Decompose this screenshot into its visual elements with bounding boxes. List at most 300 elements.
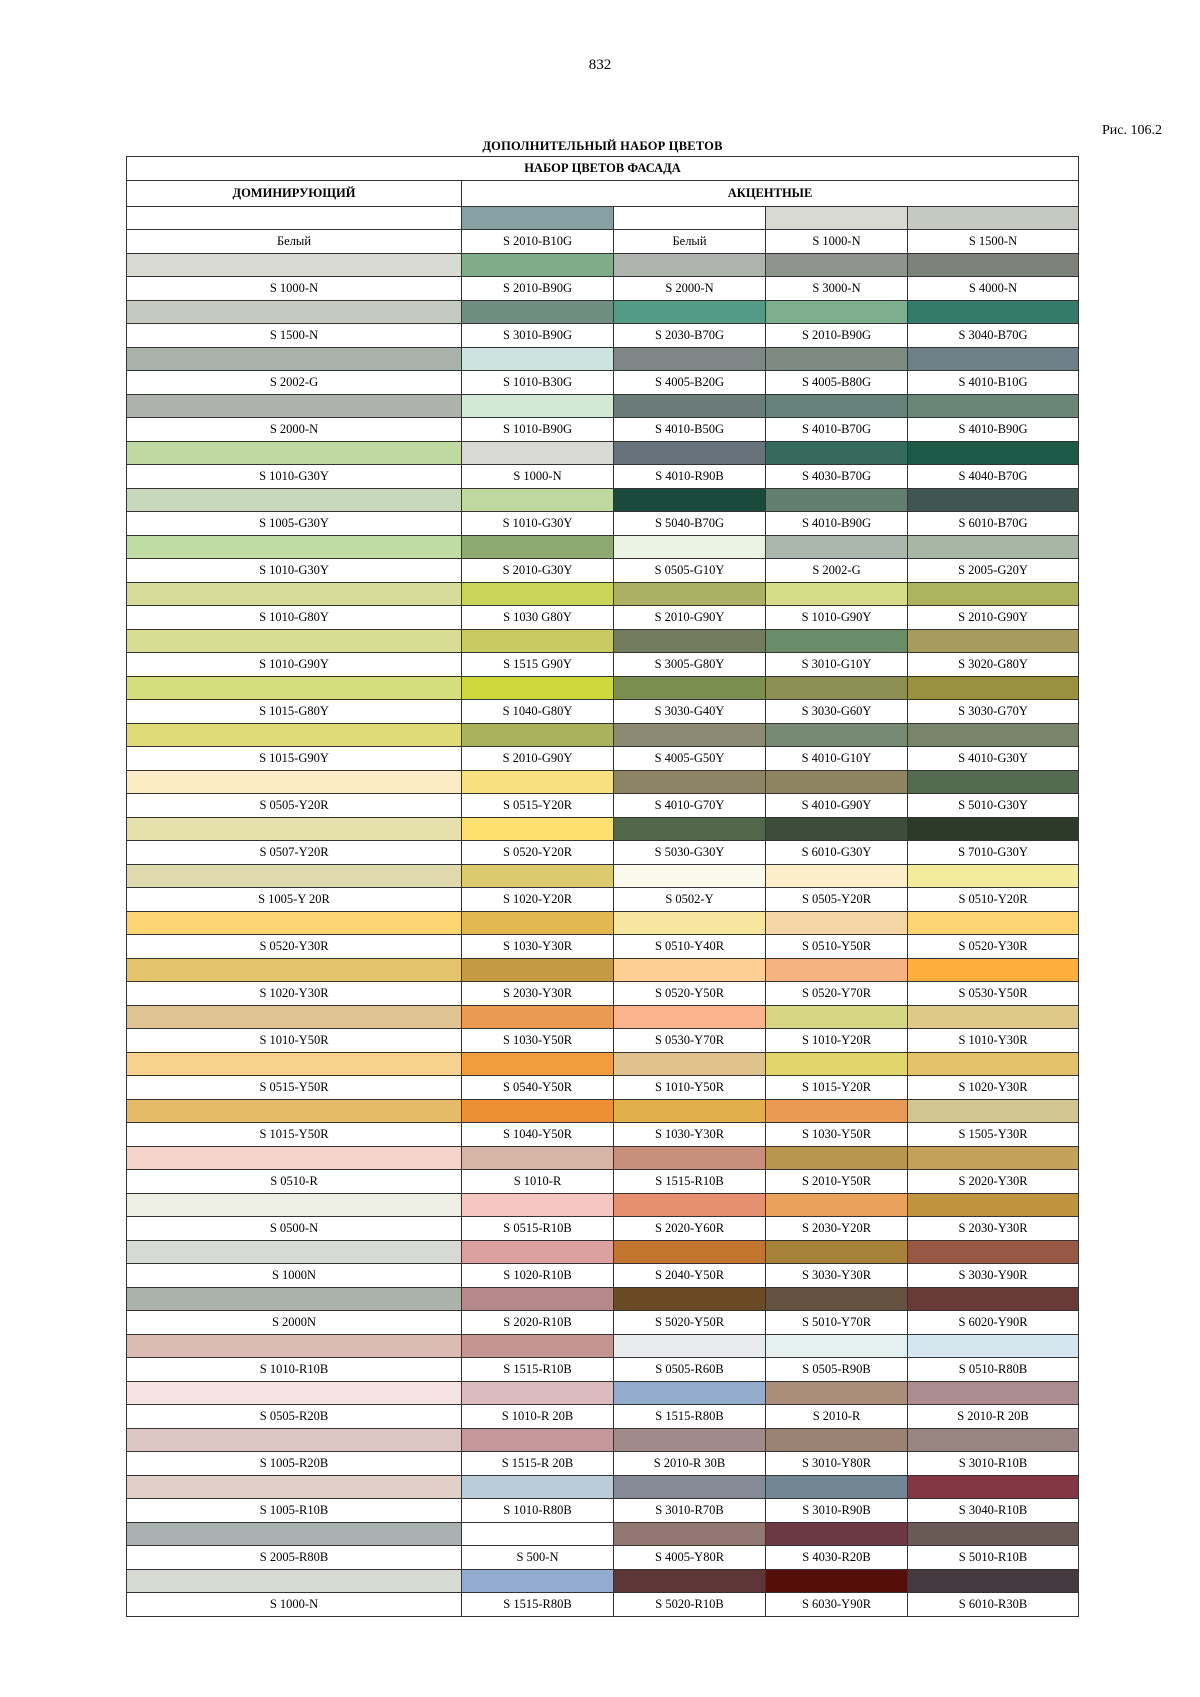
accent-color-code: S 0520-Y50R (614, 982, 766, 1006)
accent-color-code: S 4010-G90Y (766, 794, 908, 818)
dominant-color-swatch (127, 1570, 462, 1593)
accent-color-code: S 1010-B30G (462, 371, 614, 395)
accent-color-swatch (462, 395, 614, 418)
dominant-color-code: S 1500-N (127, 324, 462, 348)
accent-color-code: S 4010-B50G (614, 418, 766, 442)
label-row (127, 418, 1079, 442)
accent-color-code: S 2010-R 30B (614, 1452, 766, 1476)
swatch-row (127, 254, 1079, 277)
figure-label: Рис. 106.2 (1102, 123, 1162, 138)
accent-color-code: Белый (614, 230, 766, 254)
accent-color-code: S 1030-Y30R (462, 935, 614, 959)
accent-color-swatch (462, 1288, 614, 1311)
dominant-color-swatch (127, 536, 462, 559)
accent-color-swatch (462, 1147, 614, 1170)
dominant-color-code: S 1010-G90Y (127, 653, 462, 677)
accent-color-code: S 1505-Y30R (908, 1123, 1079, 1147)
accent-color-swatch (766, 301, 908, 324)
accent-color-swatch (908, 1335, 1079, 1358)
dominant-color-code: S 1000-N (127, 277, 462, 301)
dominant-color-code: S 1005-R20B (127, 1452, 462, 1476)
accent-color-code: S 2000-N (614, 277, 766, 301)
label-row (127, 841, 1079, 865)
swatch-row (127, 1570, 1079, 1593)
accent-color-code: S 2010-G90Y (614, 606, 766, 630)
accent-color-swatch (766, 818, 908, 841)
accent-color-swatch (908, 771, 1079, 794)
dominant-color-swatch (127, 912, 462, 935)
accent-color-code: S 1515 G90Y (462, 653, 614, 677)
accent-color-code: S 2002-G (766, 559, 908, 583)
accent-color-code: S 3010-R70B (614, 1499, 766, 1523)
dominant-color-code: S 1005-Y 20R (127, 888, 462, 912)
label-row (127, 465, 1079, 489)
accent-color-code: S 4005-B80G (766, 371, 908, 395)
accent-color-code: S 1000-N (462, 465, 614, 489)
label-row (127, 1358, 1079, 1382)
accent-color-code: S 1020-Y30R (908, 1076, 1079, 1100)
accent-color-swatch (766, 254, 908, 277)
dominant-color-code: Белый (127, 230, 462, 254)
accent-color-swatch (462, 1476, 614, 1499)
accent-color-code: S 2030-B70G (614, 324, 766, 348)
accent-color-swatch (908, 583, 1079, 606)
dominant-color-swatch (127, 1194, 462, 1217)
dominant-color-code: S 1020-Y30R (127, 982, 462, 1006)
label-row (127, 1029, 1079, 1053)
accent-color-code: S 2010-B90G (462, 277, 614, 301)
dominant-color-swatch (127, 1382, 462, 1405)
label-row (127, 1405, 1079, 1429)
accent-color-code: S 5010-R10B (908, 1546, 1079, 1570)
accent-color-code: S 4005-B20G (614, 371, 766, 395)
accent-color-swatch (766, 724, 908, 747)
accent-color-code: S 5030-G30Y (614, 841, 766, 865)
swatch-row (127, 1523, 1079, 1546)
accent-color-swatch (908, 1523, 1079, 1546)
accent-color-swatch (614, 1570, 766, 1593)
swatch-row (127, 677, 1079, 700)
accent-color-swatch (614, 677, 766, 700)
accent-color-code: S 4030-B70G (766, 465, 908, 489)
accent-color-code: S 0520-Y30R (908, 935, 1079, 959)
accent-color-swatch (462, 489, 614, 512)
accent-color-swatch (462, 583, 614, 606)
accent-color-code: S 6030-Y90R (766, 1593, 908, 1617)
accent-color-code: S 0515-Y20R (462, 794, 614, 818)
accent-color-code: S 0530-Y70R (614, 1029, 766, 1053)
accent-color-swatch (908, 1241, 1079, 1264)
swatch-row (127, 771, 1079, 794)
accent-color-swatch (462, 442, 614, 465)
accent-color-swatch (766, 959, 908, 982)
dominant-color-code: S 1010-G30Y (127, 559, 462, 583)
accent-color-swatch (614, 1335, 766, 1358)
swatch-row (127, 1100, 1079, 1123)
accent-color-swatch (766, 1288, 908, 1311)
dominant-color-code: S 0505-Y20R (127, 794, 462, 818)
accent-color-code: S 1515-R10B (614, 1170, 766, 1194)
accent-color-code: S 3010-R90B (766, 1499, 908, 1523)
accent-color-swatch (614, 348, 766, 371)
accent-color-swatch (908, 912, 1079, 935)
accent-color-code: S 2020-Y60R (614, 1217, 766, 1241)
dominant-color-swatch (127, 489, 462, 512)
accent-color-swatch (908, 1194, 1079, 1217)
dominant-color-code: S 1015-G90Y (127, 747, 462, 771)
swatch-row (127, 959, 1079, 982)
accent-color-swatch (908, 818, 1079, 841)
accent-color-code: S 3010-B90G (462, 324, 614, 348)
accent-color-code: S 4010-B70G (766, 418, 908, 442)
accent-color-code: S 1515-R80B (614, 1405, 766, 1429)
accent-color-swatch (614, 1147, 766, 1170)
accent-color-swatch (614, 1288, 766, 1311)
accent-color-code: S 5040-B70G (614, 512, 766, 536)
accent-color-code: S 2010-G90Y (908, 606, 1079, 630)
accent-color-swatch (462, 912, 614, 935)
dominant-color-swatch (127, 630, 462, 653)
accent-color-swatch (766, 1476, 908, 1499)
dominant-color-code: S 0505-R20B (127, 1405, 462, 1429)
accent-color-swatch (462, 1194, 614, 1217)
accent-color-swatch (614, 207, 766, 230)
label-row (127, 1264, 1079, 1288)
accent-color-code: S 0505-R60B (614, 1358, 766, 1382)
accent-color-swatch (462, 1335, 614, 1358)
accent-color-code: S 2020-Y30R (908, 1170, 1079, 1194)
accent-color-swatch (908, 865, 1079, 888)
dominant-color-swatch (127, 1147, 462, 1170)
accent-color-code: S 4010-G70Y (614, 794, 766, 818)
dominant-color-code: S 2000N (127, 1311, 462, 1335)
accent-color-code: S 3005-G80Y (614, 653, 766, 677)
accent-color-swatch (908, 536, 1079, 559)
accent-color-swatch (614, 1382, 766, 1405)
swatch-row (127, 489, 1079, 512)
accent-color-swatch (462, 536, 614, 559)
accent-color-swatch (766, 1382, 908, 1405)
dominant-color-code: S 0515-Y50R (127, 1076, 462, 1100)
accent-color-swatch (462, 207, 614, 230)
label-row (127, 324, 1079, 348)
accent-color-swatch (614, 771, 766, 794)
dominant-color-swatch (127, 254, 462, 277)
label-row (127, 982, 1079, 1006)
dominant-color-code: S 2005-R80B (127, 1546, 462, 1570)
accent-color-swatch (908, 1382, 1079, 1405)
dominant-color-swatch (127, 442, 462, 465)
dominant-color-swatch (127, 677, 462, 700)
accent-color-code: S 1030-Y50R (766, 1123, 908, 1147)
accent-color-swatch (766, 1194, 908, 1217)
label-row (127, 606, 1079, 630)
accent-color-code: S 1000-N (766, 230, 908, 254)
accent-color-swatch (462, 1382, 614, 1405)
accent-color-swatch (766, 1053, 908, 1076)
dominant-color-code: S 1005-G30Y (127, 512, 462, 536)
accent-color-code: S 1030 G80Y (462, 606, 614, 630)
accent-color-code: S 1020-R10B (462, 1264, 614, 1288)
dominant-color-swatch (127, 395, 462, 418)
swatch-row (127, 1006, 1079, 1029)
dominant-color-code: S 0520-Y30R (127, 935, 462, 959)
accent-color-code: S 1515-R80B (462, 1593, 614, 1617)
dominant-color-swatch (127, 1006, 462, 1029)
label-row (127, 1499, 1079, 1523)
dominant-color-code: S 2002-G (127, 371, 462, 395)
accent-color-code: S 3030-G60Y (766, 700, 908, 724)
swatch-row (127, 1429, 1079, 1452)
accent-color-code: S 3030-Y90R (908, 1264, 1079, 1288)
label-row (127, 371, 1079, 395)
swatch-row (127, 912, 1079, 935)
accent-color-code: S 4010-G10Y (766, 747, 908, 771)
swatch-row (127, 630, 1079, 653)
accent-color-swatch (908, 1288, 1079, 1311)
accent-color-code: S 2010-B10G (462, 230, 614, 254)
accent-color-swatch (766, 536, 908, 559)
accent-color-code: S 0505-Y20R (766, 888, 908, 912)
swatch-row (127, 865, 1079, 888)
swatch-row (127, 1288, 1079, 1311)
dominant-color-code: S 0507-Y20R (127, 841, 462, 865)
accent-color-swatch (766, 1523, 908, 1546)
swatch-row (127, 395, 1079, 418)
accent-color-code: S 1010-G90Y (766, 606, 908, 630)
accent-color-swatch (766, 348, 908, 371)
dominant-color-swatch (127, 818, 462, 841)
dominant-color-swatch (127, 959, 462, 982)
accent-color-swatch (462, 865, 614, 888)
accent-color-code: S 2030-Y30R (462, 982, 614, 1006)
accent-color-swatch (766, 1241, 908, 1264)
accent-color-swatch (614, 395, 766, 418)
accent-color-code: S 0510-Y20R (908, 888, 1079, 912)
accent-color-code: S 6020-Y90R (908, 1311, 1079, 1335)
accent-color-swatch (908, 1053, 1079, 1076)
accent-color-swatch (462, 1241, 614, 1264)
accent-color-swatch (462, 1006, 614, 1029)
label-row (127, 700, 1079, 724)
label-row (127, 1123, 1079, 1147)
accent-color-code: S 0505-G10Y (614, 559, 766, 583)
dominant-color-swatch (127, 1335, 462, 1358)
accent-color-code: S 1030-Y50R (462, 1029, 614, 1053)
accent-color-swatch (766, 489, 908, 512)
accent-color-code: S 0510-Y40R (614, 935, 766, 959)
label-row (127, 1593, 1079, 1617)
accent-color-code: S 0515-R10B (462, 1217, 614, 1241)
accent-color-code: S 3010-G10Y (766, 653, 908, 677)
accent-color-swatch (462, 1100, 614, 1123)
accent-color-swatch (614, 583, 766, 606)
label-row (127, 1546, 1079, 1570)
dominant-color-code: S 1010-G80Y (127, 606, 462, 630)
dominant-color-code: S 0510-R (127, 1170, 462, 1194)
accent-color-swatch (908, 207, 1079, 230)
accent-color-code: S 1010-Y50R (614, 1076, 766, 1100)
accent-color-code: S 2030-Y20R (766, 1217, 908, 1241)
label-row (127, 1217, 1079, 1241)
accent-color-code: S 1010-Y30R (908, 1029, 1079, 1053)
accent-color-code: S 2010-Y50R (766, 1170, 908, 1194)
accent-color-swatch (908, 724, 1079, 747)
accent-color-swatch (766, 630, 908, 653)
accent-color-swatch (462, 1429, 614, 1452)
accent-color-code: S 500-N (462, 1546, 614, 1570)
dominant-color-swatch (127, 1241, 462, 1264)
dominant-color-code: S 1000N (127, 1264, 462, 1288)
accent-color-code: S 2005-G20Y (908, 559, 1079, 583)
accent-color-code: S 6010-R30B (908, 1593, 1079, 1617)
table-header-row (127, 181, 1079, 207)
accent-color-swatch (462, 959, 614, 982)
accent-color-code: S 4005-G50Y (614, 747, 766, 771)
dominant-color-swatch (127, 1476, 462, 1499)
dominant-color-swatch (127, 1523, 462, 1546)
accent-color-code: S 3030-G70Y (908, 700, 1079, 724)
accent-color-swatch (766, 1100, 908, 1123)
accent-color-code: S 1015-Y20R (766, 1076, 908, 1100)
swatch-row (127, 1476, 1079, 1499)
accent-color-swatch (766, 1570, 908, 1593)
accent-color-code: S 2030-Y30R (908, 1217, 1079, 1241)
accent-color-code: S 3030-G40Y (614, 700, 766, 724)
accent-color-code: S 3040-R10B (908, 1499, 1079, 1523)
accent-color-code: S 2010-R (766, 1405, 908, 1429)
accent-color-code: S 4010-G30Y (908, 747, 1079, 771)
swatch-row (127, 1147, 1079, 1170)
document-title: ДОПОЛНИТЕЛЬНЫЙ НАБОР ЦВЕТОВ (482, 139, 723, 153)
dominant-color-swatch (127, 771, 462, 794)
dominant-color-code: S 1010-G30Y (127, 465, 462, 489)
dominant-color-code: S 1015-G80Y (127, 700, 462, 724)
label-row (127, 794, 1079, 818)
accent-color-code: S 1010-B90G (462, 418, 614, 442)
accent-color-swatch (614, 1523, 766, 1546)
dominant-color-swatch (127, 1100, 462, 1123)
accent-color-code: S 4030-R20B (766, 1546, 908, 1570)
accent-color-swatch (766, 912, 908, 935)
accent-color-swatch (908, 301, 1079, 324)
accent-color-swatch (462, 677, 614, 700)
accent-color-swatch (462, 818, 614, 841)
accent-color-code: S 1515-R 20B (462, 1452, 614, 1476)
table-subtitle: НАБОР ЦВЕТОВ ФАСАДА (127, 157, 1079, 181)
dominant-header: ДОМИНИРУЮЩИЙ (127, 181, 462, 207)
accent-color-swatch (766, 771, 908, 794)
accent-color-swatch (766, 442, 908, 465)
accent-color-code: S 2010-G30Y (462, 559, 614, 583)
accent-color-swatch (614, 865, 766, 888)
accent-color-swatch (766, 207, 908, 230)
dominant-color-swatch (127, 1288, 462, 1311)
color-table (126, 156, 1079, 1617)
accent-color-swatch (614, 912, 766, 935)
accent-color-code: S 0502-Y (614, 888, 766, 912)
swatch-row (127, 348, 1079, 371)
accent-color-code: S 4005-Y80R (614, 1546, 766, 1570)
accent-color-swatch (614, 536, 766, 559)
accent-color-swatch (614, 1006, 766, 1029)
accent-color-swatch (766, 865, 908, 888)
accent-color-code: S 2010-R 20B (908, 1405, 1079, 1429)
accent-color-swatch (908, 1429, 1079, 1452)
swatch-row (127, 818, 1079, 841)
accent-color-code: S 1040-Y50R (462, 1123, 614, 1147)
accent-color-code: S 4010-B90G (766, 512, 908, 536)
dominant-color-code: S 1015-Y50R (127, 1123, 462, 1147)
accent-color-swatch (908, 677, 1079, 700)
label-row (127, 230, 1079, 254)
accent-color-code: S 1030-Y30R (614, 1123, 766, 1147)
accent-color-swatch (766, 395, 908, 418)
accent-color-swatch (766, 677, 908, 700)
accent-color-swatch (908, 489, 1079, 512)
dominant-color-swatch (127, 1429, 462, 1452)
accent-color-code: S 0510-Y50R (766, 935, 908, 959)
accent-color-swatch (908, 630, 1079, 653)
accent-color-swatch (614, 818, 766, 841)
accent-color-swatch (908, 1006, 1079, 1029)
dominant-color-code: S 1010-R10B (127, 1358, 462, 1382)
label-row (127, 512, 1079, 536)
accent-color-code: S 0505-R90B (766, 1358, 908, 1382)
label-row (127, 1170, 1079, 1194)
accent-color-code: S 7010-G30Y (908, 841, 1079, 865)
accent-color-code: S 2010-G90Y (462, 747, 614, 771)
label-row (127, 653, 1079, 677)
accent-color-swatch (908, 442, 1079, 465)
accent-color-code: S 5010-G30Y (908, 794, 1079, 818)
dominant-color-swatch (127, 724, 462, 747)
accent-color-code: S 0510-R80B (908, 1358, 1079, 1382)
label-row (127, 1311, 1079, 1335)
accent-color-code: S 0540-Y50R (462, 1076, 614, 1100)
label-row (127, 559, 1079, 583)
accent-color-swatch (462, 301, 614, 324)
accent-color-swatch (614, 959, 766, 982)
dominant-color-swatch (127, 865, 462, 888)
label-row (127, 277, 1079, 301)
accent-color-swatch (614, 1053, 766, 1076)
accent-color-code: S 5020-R10B (614, 1593, 766, 1617)
accent-color-swatch (766, 583, 908, 606)
swatch-row (127, 1382, 1079, 1405)
swatch-row (127, 1335, 1079, 1358)
accent-color-swatch (462, 254, 614, 277)
accent-color-swatch (614, 724, 766, 747)
accent-color-code: S 5020-Y50R (614, 1311, 766, 1335)
accent-color-swatch (908, 1476, 1079, 1499)
dominant-color-swatch (127, 207, 462, 230)
dominant-color-swatch (127, 301, 462, 324)
accent-color-swatch (462, 1053, 614, 1076)
accent-color-code: S 1010-R80B (462, 1499, 614, 1523)
accent-color-code: S 1020-Y20R (462, 888, 614, 912)
accent-color-code: S 1040-G80Y (462, 700, 614, 724)
accent-color-swatch (462, 771, 614, 794)
accent-color-code: S 4010-B10G (908, 371, 1079, 395)
accent-color-code: S 3000-N (766, 277, 908, 301)
dominant-color-code: S 1010-Y50R (127, 1029, 462, 1053)
dominant-color-swatch (127, 1053, 462, 1076)
accent-color-swatch (614, 630, 766, 653)
label-row (127, 1452, 1079, 1476)
accent-color-code: S 4010-B90G (908, 418, 1079, 442)
page-number: 832 (588, 57, 612, 73)
